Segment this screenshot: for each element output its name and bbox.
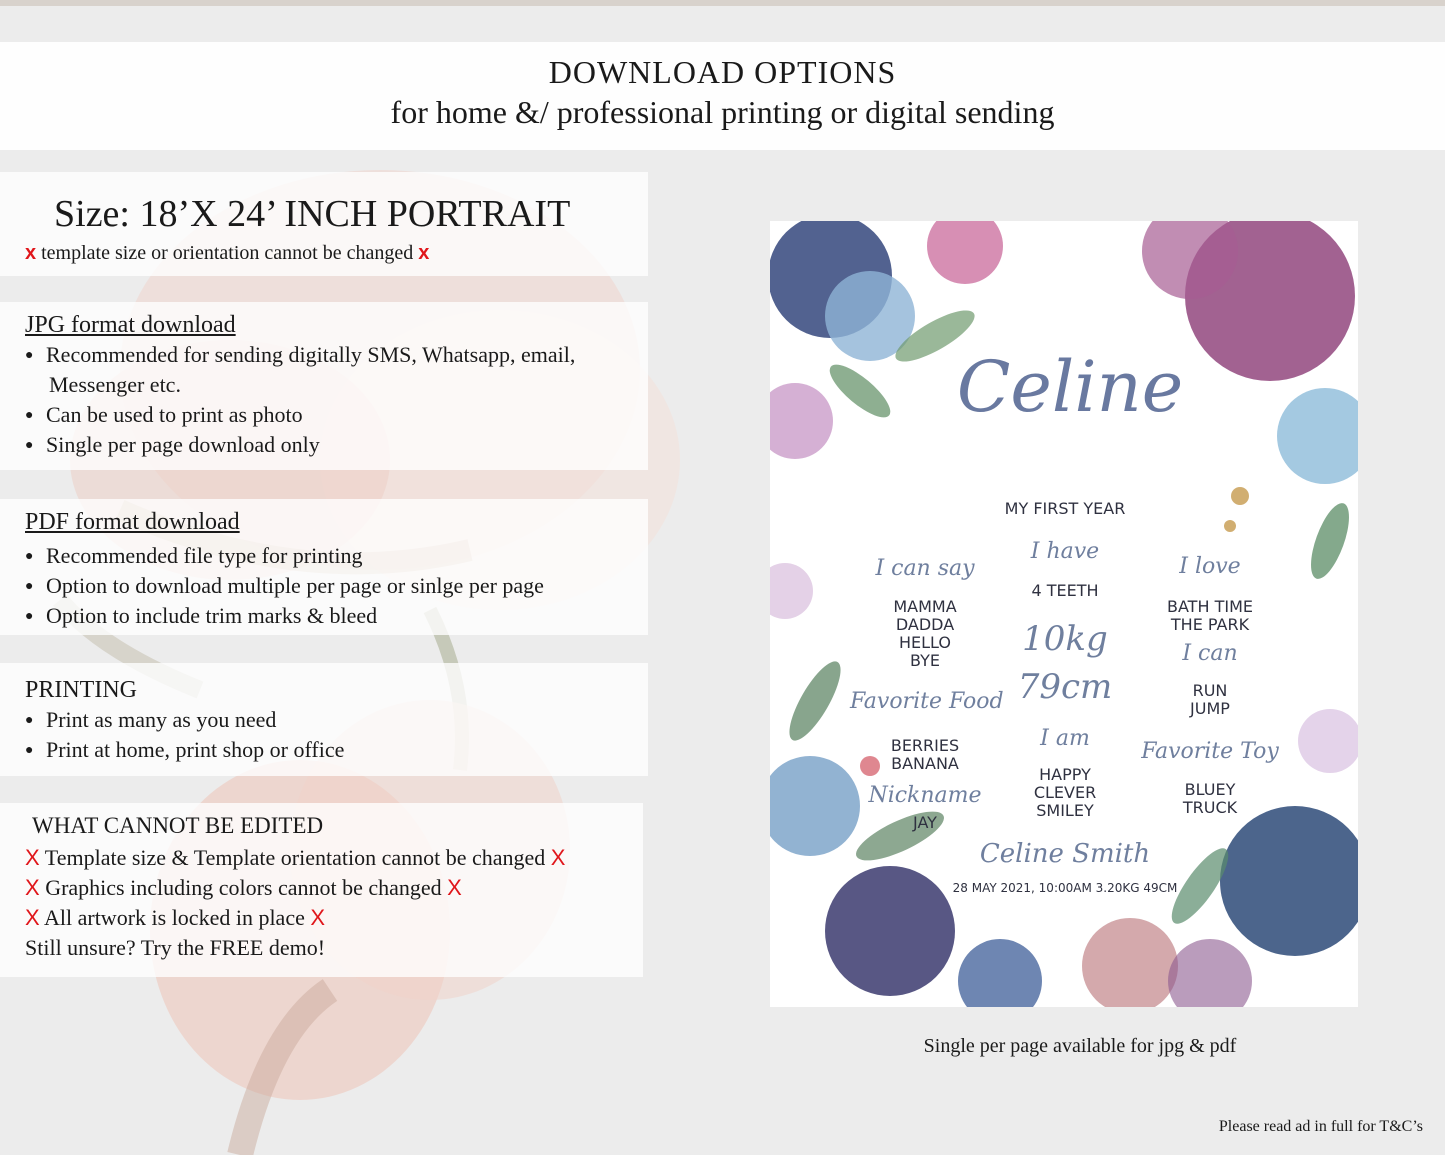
list-item: ● Print as many as you need — [25, 707, 277, 732]
page-subtitle: for home &/ professional printing or digital sending — [390, 94, 1055, 130]
i-can-say-3: HELLO — [899, 633, 951, 652]
red-x-icon: X — [550, 845, 566, 870]
poster-caption: Single per page available for jpg & pdf — [923, 1035, 1237, 1057]
favorite-toy-label: Favorite Toy — [1141, 739, 1279, 764]
red-x-icon: x — [418, 242, 430, 264]
poster-subtitle: MY FIRST YEAR — [1004, 499, 1126, 518]
i-am-2: CLEVER — [1033, 783, 1097, 802]
red-x-icon: X — [25, 905, 40, 930]
size-title: Size: 18’X 24’ INCH PORTRAIT — [54, 193, 571, 235]
list-item: ● Single per page download only — [25, 432, 320, 457]
bullet-icon: ● — [25, 549, 34, 564]
red-x-icon: X — [25, 875, 40, 900]
header-banner — [0, 42, 1445, 150]
size-note — [25, 242, 429, 265]
full-name: Celine Smith — [979, 839, 1151, 869]
red-x-icon: X — [310, 905, 326, 930]
birth-details: 28 MAY 2021, 10:00AM 3.20KG 49CM — [952, 881, 1178, 895]
bullet-icon: ● — [25, 408, 34, 423]
weight-value: 10kg — [1022, 619, 1108, 659]
i-have-label: I have — [1030, 539, 1100, 564]
bullet-icon: ● — [25, 609, 34, 624]
bullet-icon: ● — [25, 579, 34, 594]
bullet-icon: ● — [25, 743, 34, 758]
red-x-icon: X — [447, 875, 462, 900]
footer-note: Please read ad in full for T&C’s — [1218, 1118, 1423, 1135]
list-item: ● Option to include trim marks & bleed — [25, 603, 378, 628]
i-can-say-1: MAMMA — [893, 597, 957, 616]
i-love-label: I love — [1179, 554, 1241, 579]
i-have-value: 4 TEETH — [1031, 581, 1099, 600]
i-am-label: I am — [1040, 726, 1090, 751]
list-item: Messenger etc. — [49, 372, 181, 397]
list-item: ● Print at home, print shop or office — [25, 737, 345, 762]
list-item: ● Recommended for sending digitally SMS, Whatsapp, email, — [25, 342, 576, 367]
i-can-label: I can — [1182, 641, 1238, 666]
favorite-food-1: BERRIES — [890, 736, 960, 755]
bullet-icon: ● — [25, 713, 34, 728]
favorite-toy-2: TRUCK — [1182, 798, 1238, 817]
i-can-2: JUMP — [1190, 699, 1230, 718]
top-strip — [0, 0, 1445, 6]
i-love-2: THE PARK — [1170, 615, 1250, 634]
background-flower-illustration — [0, 130, 760, 1155]
demo-note: Still unsure? Try the FREE demo! — [25, 935, 326, 960]
size-note-text: template size or orientation cannot be changed — [41, 242, 414, 264]
list-item: ● Can be used to print as photo — [25, 402, 303, 427]
bullet-icon: ● — [25, 348, 34, 363]
list-item: X All artwork is locked in place X — [25, 905, 326, 930]
i-am-1: HAPPY — [1039, 765, 1091, 784]
list-item: X Template size & Template orientation cannot be changed X — [25, 845, 566, 870]
pdf-heading: PDF format download — [25, 509, 240, 535]
poster-name: Celine — [956, 346, 1184, 428]
i-can-say-2: DADDA — [895, 615, 955, 634]
cannot-edit-heading: WHAT CANNOT BE EDITED — [32, 813, 324, 838]
size-panel — [0, 172, 648, 276]
nickname-label: Nickname — [868, 783, 982, 808]
bullet-icon: ● — [25, 438, 34, 453]
height-value: 79cm — [1017, 667, 1113, 707]
i-love-1: BATH TIME — [1167, 597, 1253, 616]
favorite-food-2: BANANA — [891, 754, 959, 773]
list-item: ● Recommended file type for printing — [25, 543, 363, 568]
jpg-panel — [0, 302, 648, 470]
favorite-toy-1: BLUEY — [1184, 780, 1236, 799]
i-can-1: RUN — [1192, 681, 1228, 700]
jpg-heading: JPG format download — [25, 312, 236, 338]
nickname-value: JAY — [913, 813, 937, 832]
i-can-say-label: I can say — [875, 556, 975, 581]
printing-panel — [0, 663, 648, 776]
cannot-edit-panel — [0, 803, 643, 977]
red-x-icon: X — [25, 845, 40, 870]
pdf-panel — [0, 499, 648, 635]
list-item: ● Option to download multiple per page or sinlge per page — [25, 573, 544, 598]
poster-preview — [770, 221, 1358, 1007]
i-am-3: SMILEY — [1036, 801, 1094, 820]
red-x-icon: x — [25, 242, 37, 264]
page-title: DOWNLOAD OPTIONS — [548, 54, 897, 90]
printing-heading: PRINTING — [25, 677, 137, 703]
i-can-say-4: BYE — [910, 651, 940, 670]
list-item: X Graphics including colors cannot be changed X — [25, 875, 462, 900]
favorite-food-label: Favorite Food — [850, 689, 1004, 714]
